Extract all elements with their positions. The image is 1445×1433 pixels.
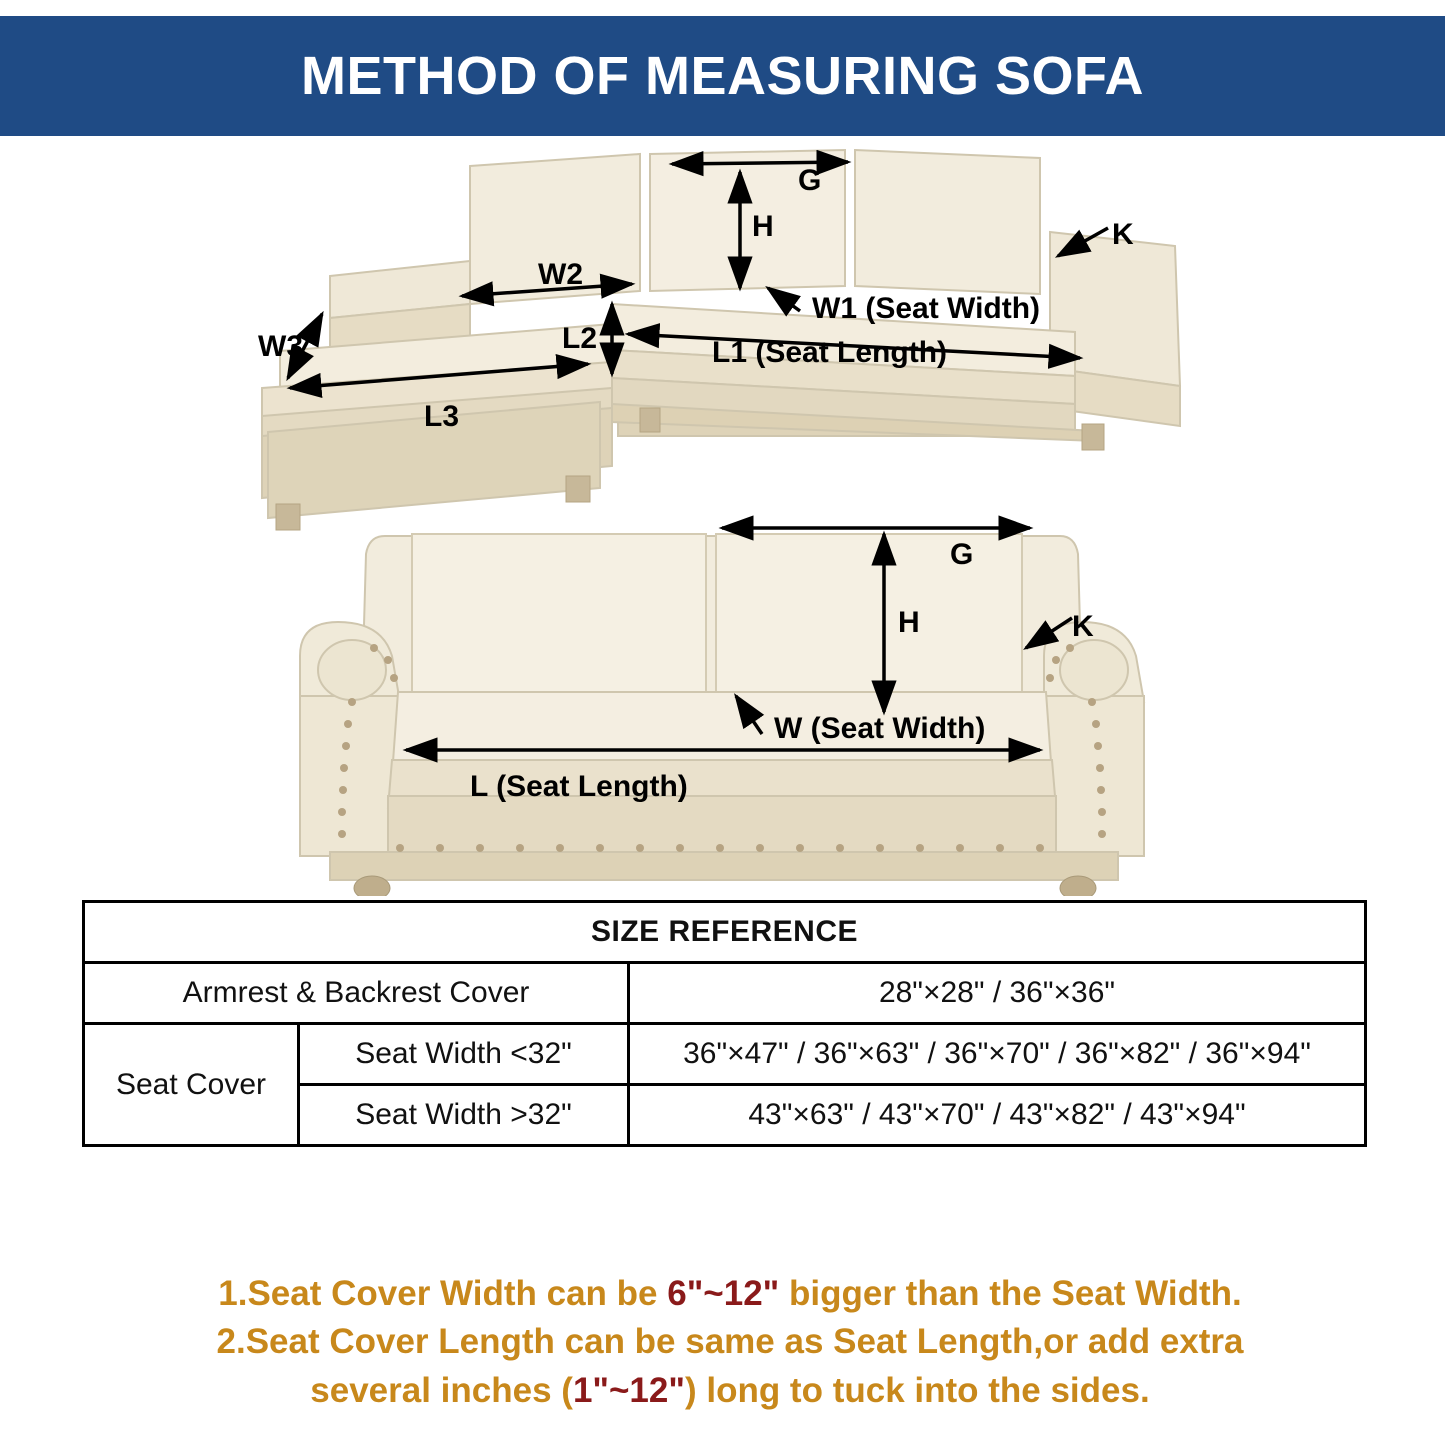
- size-reference-table: [82, 900, 1367, 1147]
- sectional-sofa-drawing: [258, 150, 1180, 530]
- notes-block: [60, 1270, 1400, 1415]
- note-2-part-3: ) long to tuck into the sides.: [684, 1370, 1150, 1410]
- svg-text:W1 (Seat Width): W1 (Seat Width): [812, 292, 1041, 325]
- svg-text:G: G: [798, 164, 822, 197]
- svg-text:K: K: [1072, 610, 1094, 643]
- note-2-continued: [60, 1367, 1400, 1415]
- header-bar: [0, 16, 1445, 136]
- note-2-highlight: 1"~12": [572, 1370, 685, 1410]
- svg-text:L (Seat Length): L (Seat Length): [470, 770, 688, 803]
- seat-width-over-32-label: Seat Width >32": [299, 1085, 629, 1146]
- table-title: SIZE REFERENCE: [84, 902, 1366, 963]
- note-1-highlight: 6"~12": [667, 1274, 780, 1313]
- svg-text:H: H: [898, 606, 920, 639]
- standard-sofa-drawing: [300, 528, 1144, 896]
- seat-width-under-32-values: 36"×47" / 36"×63" / 36"×70" / 36"×82" / 36"×94": [629, 1024, 1366, 1085]
- svg-text:W2: W2: [538, 258, 583, 291]
- svg-text:W (Seat Width): W (Seat Width): [774, 712, 986, 745]
- seat-width-under-32-label: Seat Width <32": [299, 1024, 629, 1085]
- note-2-part-2: several inches (: [310, 1370, 573, 1410]
- svg-text:G: G: [950, 538, 974, 571]
- svg-text:L1 (Seat Length): L1 (Seat Length): [712, 336, 948, 369]
- svg-text:L2: L2: [562, 322, 598, 355]
- table-title-row: [84, 902, 1366, 963]
- svg-text:L3: L3: [424, 400, 460, 433]
- table-row: [84, 963, 1366, 1024]
- note-2: [60, 1318, 1400, 1366]
- svg-text:H: H: [752, 210, 774, 243]
- sofa-measurement-illustration: [0, 136, 1445, 896]
- armrest-backrest-label: Armrest & Backrest Cover: [84, 963, 629, 1024]
- seat-width-over-32-values: 43"×63" / 43"×70" / 43"×82" / 43"×94": [629, 1085, 1366, 1146]
- note-1-part-2: bigger than the Seat Width.: [779, 1274, 1242, 1313]
- note-1: [60, 1270, 1400, 1318]
- armrest-backrest-values: 28"×28" / 36"×36": [629, 963, 1366, 1024]
- seat-cover-label: Seat Cover: [84, 1024, 299, 1146]
- svg-text:W3: W3: [258, 330, 303, 363]
- table-row: [84, 1024, 1366, 1085]
- page-title: METHOD OF MEASURING SOFA: [300, 46, 1144, 106]
- note-1-part-1: 1.Seat Cover Width can be: [218, 1274, 668, 1313]
- note-2-part-1: 2.Seat Cover Length can be same as Seat Length,or add extra: [216, 1322, 1244, 1362]
- svg-text:K: K: [1112, 218, 1134, 251]
